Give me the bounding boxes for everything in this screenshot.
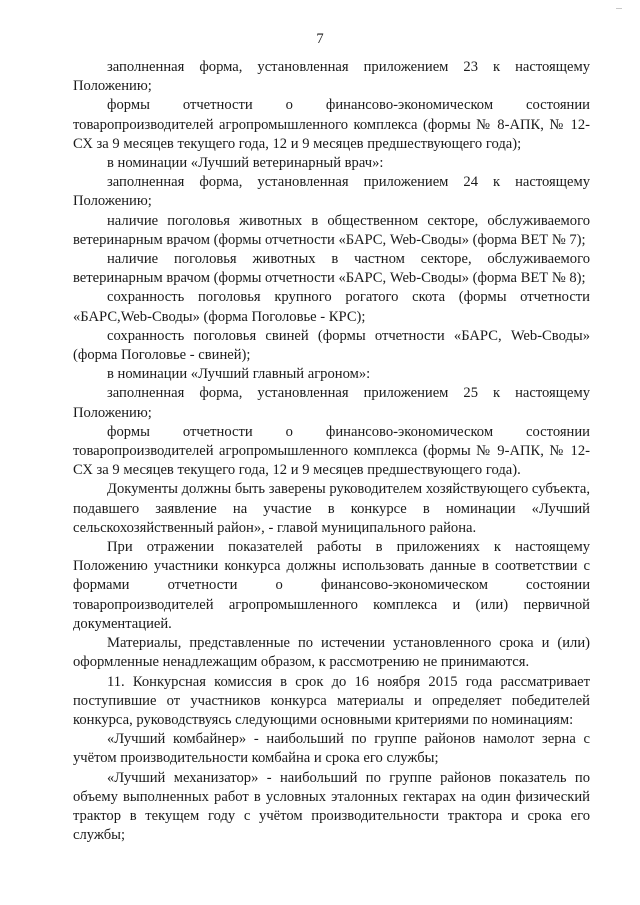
paragraph-livestock-private-sector: наличие поголовья животных в частном секторе, обслуживаемого ветеринарным врачом (формы отчетности «БАРС, Web-Своды» (форма ВЕТ № 8); <box>73 251 590 287</box>
paragraph-cattle-preservation: сохранность поголовья крупного рогатого скота (формы отчетности «БАРС,Web-Своды» (форма Поголовье - КРС); <box>73 289 590 325</box>
paragraph-indicators-reflection: При отражении показателей работы в приложениях к настоящему Положению участники конкурса должны использовать данные в соответствии с формами отчетности о финансово-экономическом состоянии товаропроизводителей агропромышленного комплекса и (или) первичной документацией. <box>73 539 590 632</box>
scan-edge-mark <box>616 8 622 9</box>
document-body <box>73 58 590 845</box>
paragraph-clause-11: 11. Конкурсная комиссия в срок до 16 ноября 2015 года рассматривает поступившие от участников конкурса материалы и определяет победителей конкурса, руководствуясь следующими основными критериями по номинациям: <box>73 673 590 728</box>
paragraph-form-appendix-24: заполненная форма, установленная приложением 24 к настоящему Положению; <box>73 174 590 210</box>
paragraph-form-appendix-23: заполненная форма, установленная приложением 23 к настоящему Положению; <box>73 59 590 95</box>
paragraph-pig-preservation: сохранность поголовья свиней (формы отчетности «БАРС, Web-Своды» (форма Поголовье - свиней); <box>73 327 590 364</box>
paragraph-reporting-forms-8-apk: формы отчетности о финансово-экономическом состоянии товаропроизводителей агропромышленного комплекса (формы № 8-АПК, № 12-СХ за 9 месяцев текущего года, 12 и 9 месяцев предшествующего года); <box>73 97 590 152</box>
paragraph-late-materials: Материалы, представленные по истечении установленного срока и (или) оформленные ненадлежащим образом, к рассмотрению не принимаются. <box>73 635 590 671</box>
paragraph-nomination-agronomist: в номинации «Лучший главный агроном»: <box>107 366 371 383</box>
paragraph-form-appendix-25: заполненная форма, установленная приложением 25 к настоящему Положению; <box>73 385 590 421</box>
paragraph-livestock-public-sector: наличие поголовья животных в общественном секторе, обслуживаемого ветеринарным врачом (формы отчетности «БАРС, Web-Своды» (форма ВЕТ № 7); <box>73 212 590 248</box>
paragraph-best-combine-operator: «Лучший комбайнер» - наибольший по группе районов намолот зерна с учётом производительности комбайна и срока его службы; <box>73 731 590 767</box>
page-number: 7 <box>316 31 324 47</box>
paragraph-nomination-veterinarian: в номинации «Лучший ветеринарный врач»: <box>107 155 384 172</box>
paragraph-best-machine-operator: «Лучший механизатор» - наибольший по группе районов показатель по объему выполненных работ в условных эталонных гектарах на один физический трактор в текущем году с учётом производительности трактора и срока его службы; <box>73 769 590 844</box>
paragraph-reporting-forms-9-apk: формы отчетности о финансово-экономическом состоянии товаропроизводителей агропромышленного комплекса (формы № 9-АПК, № 12-СХ за 9 месяцев текущего года, 12 и 9 месяцев предшествующего года). <box>73 423 590 479</box>
paragraph-documents-certification: Документы должны быть заверены руководителем хозяйствующего субъекта, подавшего заявление на участие в конкурсе в номинации «Лучший сельскохозяйственный район», - главой муниципального района. <box>73 481 590 536</box>
